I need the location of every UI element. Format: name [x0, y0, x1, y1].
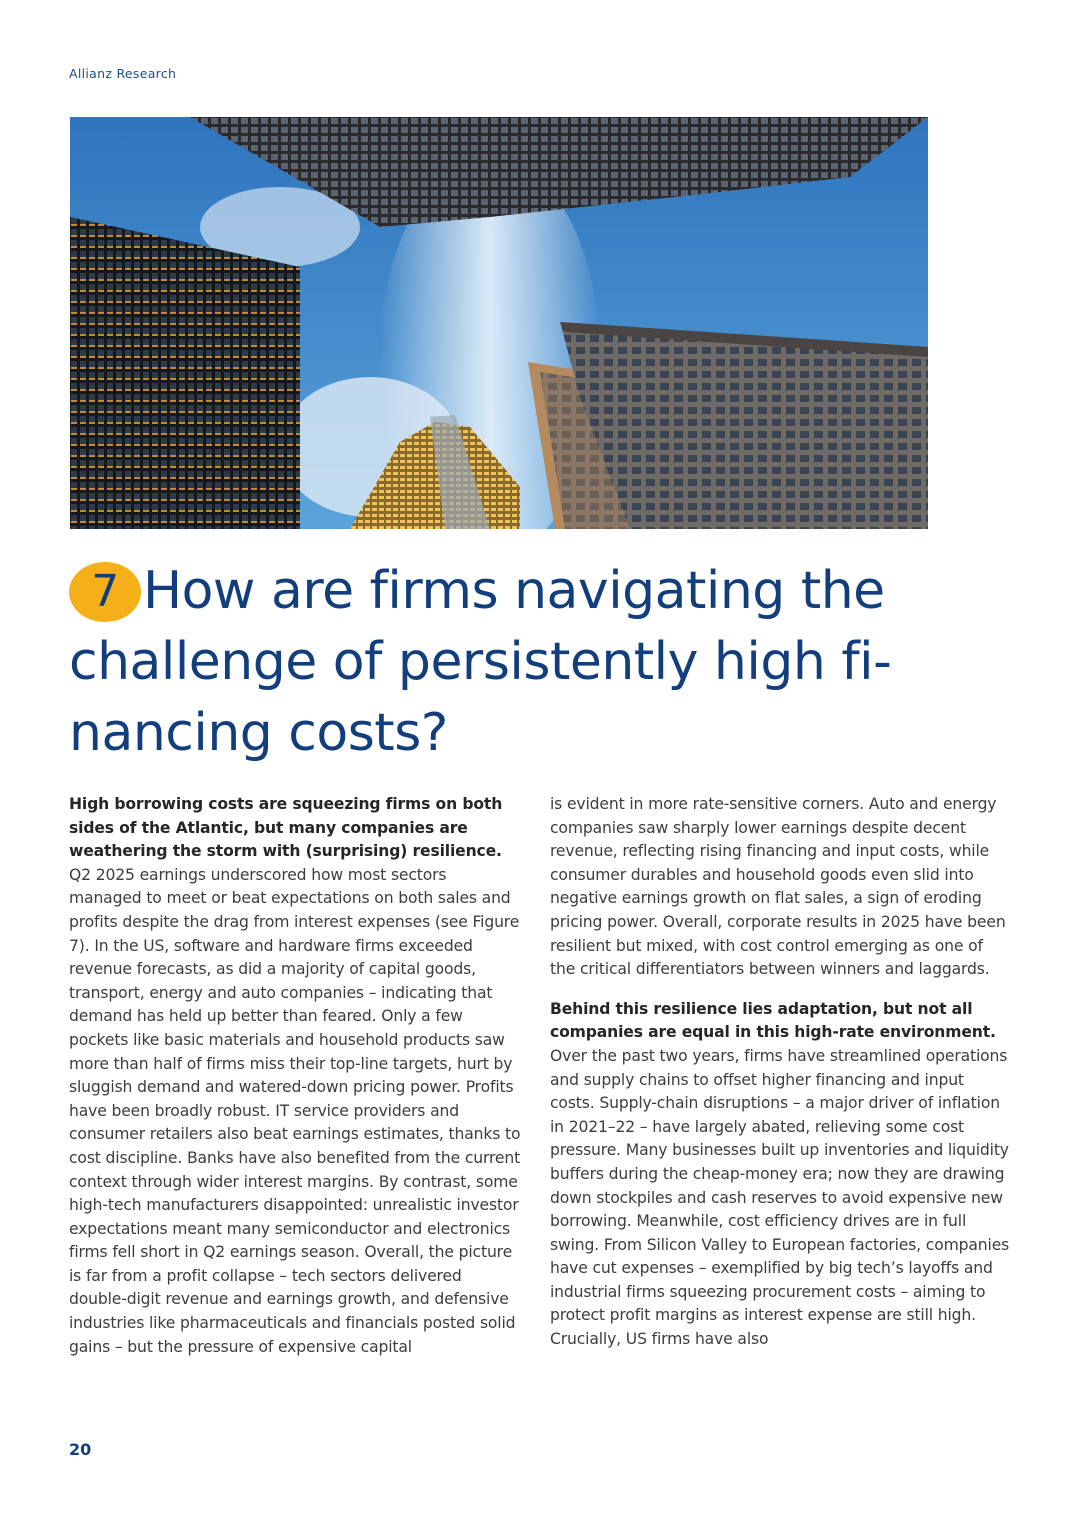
- paragraph-text: Q2 2025 earnings underscored how most sectors managed to meet or beat expectations on both sales and profits despite the drag from interest expenses (see Figure 7). In the US, software and hardware firms exceeded revenue forecasts, as did a majority of capital goods, transport, energy and auto companies – indicating that demand has held up better than feared. Only a few pockets like basic materials and household products saw more than half of firms miss their top-line targets, hurt by sluggish demand and watered-down pricing power. Profits have been broadly robust. IT service providers and consumer retailers also beat earnings estimates, thanks to cost discipline. Banks have also benefited from the current context through wider interest margins. By contrast, some high-tech manufacturers disappointed: unrealistic investor expectations meant many semiconductor and electronics firms fell short in Q2 earnings season. Overall, the picture is far from a profit collapse – tech sectors delivered double-digit revenue and earnings growth, and defensive industries like pharmaceuticals and financials posted solid gains – but the pressure of expensive capital: [69, 865, 521, 1356]
- skyscrapers-photo: [70, 117, 928, 529]
- body-column-right: [550, 793, 1010, 1368]
- section-title: [69, 556, 969, 769]
- section-number-badge: 7: [69, 562, 141, 622]
- section-title-text: How are firms navigating the challenge of persistently high fi-nancing costs?: [69, 561, 892, 763]
- brand-header: Allianz Research: [69, 66, 177, 81]
- body-column-left: [69, 793, 521, 1375]
- paragraph: [69, 793, 521, 1359]
- paragraph-text: Over the past two years, firms have streamlined operations and supply chains to offset higher financing and input costs. Supply-chain disruptions – a major driver of inflation in 2021–22 – have largely abated, relieving some cost pressure. Many businesses built up inventories and liquidity buffers during the cheap-money era; now they are drawing down stockpiles and cash reserves to avoid expensive new borrowing. Meanwhile, cost efficiency drives are in full swing. From Silicon Valley to European factories, companies have cut expenses – exemplified by big tech’s layoffs and industrial firms squeezing procurement costs – aiming to protect profit margins as interest expense are still high. Crucially, US firms have also: [550, 1046, 1010, 1349]
- paragraph: [550, 793, 1010, 982]
- page-number: 20: [69, 1440, 92, 1459]
- paragraph-lead: High borrowing costs are squeezing firms on both sides of the Atlantic, but many companies are weathering the storm with (surprising) resilience.: [69, 795, 503, 861]
- hero-image: [70, 117, 928, 529]
- paragraph-lead: Behind this resilience lies adaptation, but not all companies are equal in this high-rate environment.: [550, 999, 996, 1042]
- section-heading: [69, 556, 969, 769]
- paragraph: [550, 998, 1010, 1352]
- paragraph-text: is evident in more rate-sensitive corners. Auto and energy companies saw sharply lower earnings despite decent revenue, reflecting rising financing and input costs, while consumer durables and household goods even slid into negative earnings growth on flat sales, a sign of eroding pricing power. Overall, corporate results in 2025 have been resilient but mixed, with cost control emerging as one of the critical differentiators between winners and laggards.: [550, 795, 1006, 979]
